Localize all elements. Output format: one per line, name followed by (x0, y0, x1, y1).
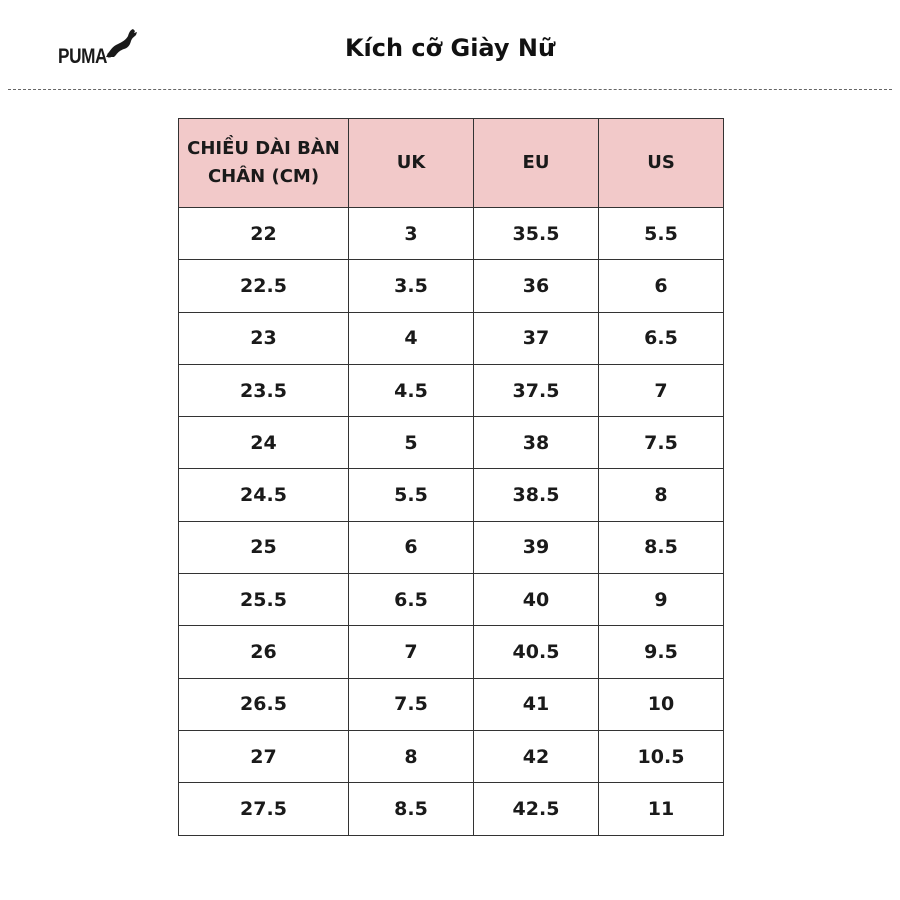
table-row (179, 783, 724, 835)
us-cell: 7.5 (599, 417, 724, 469)
column-header-us: US (599, 119, 724, 208)
foot-length-cell: 25.5 (179, 574, 349, 626)
eu-cell: 37.5 (474, 364, 599, 416)
table-row (179, 469, 724, 521)
uk-cell: 5 (349, 417, 474, 469)
eu-cell: 40 (474, 574, 599, 626)
foot-length-cell: 23 (179, 312, 349, 364)
foot-length-cell: 23.5 (179, 364, 349, 416)
uk-cell: 3.5 (349, 260, 474, 312)
uk-cell: 5.5 (349, 469, 474, 521)
us-cell: 10.5 (599, 730, 724, 782)
eu-cell: 40.5 (474, 626, 599, 678)
table-row (179, 208, 724, 260)
us-cell: 6.5 (599, 312, 724, 364)
table-body (179, 208, 724, 836)
registered-mark: ® (107, 53, 111, 60)
eu-cell: 42 (474, 730, 599, 782)
table-row (179, 730, 724, 782)
foot-length-cell: 26 (179, 626, 349, 678)
uk-cell: 3 (349, 208, 474, 260)
page-title: Kích cỡ Giày Nữ (344, 34, 556, 62)
us-cell: 10 (599, 678, 724, 730)
size-chart-table (178, 118, 724, 836)
uk-cell: 6.5 (349, 574, 474, 626)
foot-length-cell: 22.5 (179, 260, 349, 312)
foot-length-cell: 27 (179, 730, 349, 782)
uk-cell: 8 (349, 730, 474, 782)
us-cell: 8 (599, 469, 724, 521)
us-cell: 5.5 (599, 208, 724, 260)
table-row (179, 521, 724, 573)
eu-cell: 37 (474, 312, 599, 364)
us-cell: 7 (599, 364, 724, 416)
foot-length-cell: 26.5 (179, 678, 349, 730)
uk-cell: 4.5 (349, 364, 474, 416)
puma-logo (58, 28, 138, 74)
table-row (179, 364, 724, 416)
uk-cell: 7 (349, 626, 474, 678)
foot-length-cell: 27.5 (179, 783, 349, 835)
eu-cell: 36 (474, 260, 599, 312)
us-cell: 8.5 (599, 521, 724, 573)
foot-length-cell: 22 (179, 208, 349, 260)
table-row (179, 312, 724, 364)
eu-cell: 42.5 (474, 783, 599, 835)
us-cell: 9 (599, 574, 724, 626)
us-cell: 6 (599, 260, 724, 312)
foot-length-cell: 25 (179, 521, 349, 573)
eu-cell: 39 (474, 521, 599, 573)
logo-text: PUMA (58, 45, 108, 68)
table-row (179, 260, 724, 312)
foot-length-cell: 24 (179, 417, 349, 469)
table-row (179, 417, 724, 469)
table-header-row (179, 119, 724, 208)
eu-cell: 38.5 (474, 469, 599, 521)
column-header-uk: UK (349, 119, 474, 208)
us-cell: 9.5 (599, 626, 724, 678)
uk-cell: 7.5 (349, 678, 474, 730)
table-row (179, 678, 724, 730)
dashed-divider (8, 89, 892, 90)
foot-length-cell: 24.5 (179, 469, 349, 521)
eu-cell: 38 (474, 417, 599, 469)
eu-cell: 41 (474, 678, 599, 730)
uk-cell: 8.5 (349, 783, 474, 835)
table-row (179, 574, 724, 626)
uk-cell: 4 (349, 312, 474, 364)
column-header-eu: EU (474, 119, 599, 208)
eu-cell: 35.5 (474, 208, 599, 260)
table-row (179, 626, 724, 678)
us-cell: 11 (599, 783, 724, 835)
uk-cell: 6 (349, 521, 474, 573)
column-header-foot-length: CHIỀU DÀI BÀN CHÂN (CM) (179, 119, 349, 208)
